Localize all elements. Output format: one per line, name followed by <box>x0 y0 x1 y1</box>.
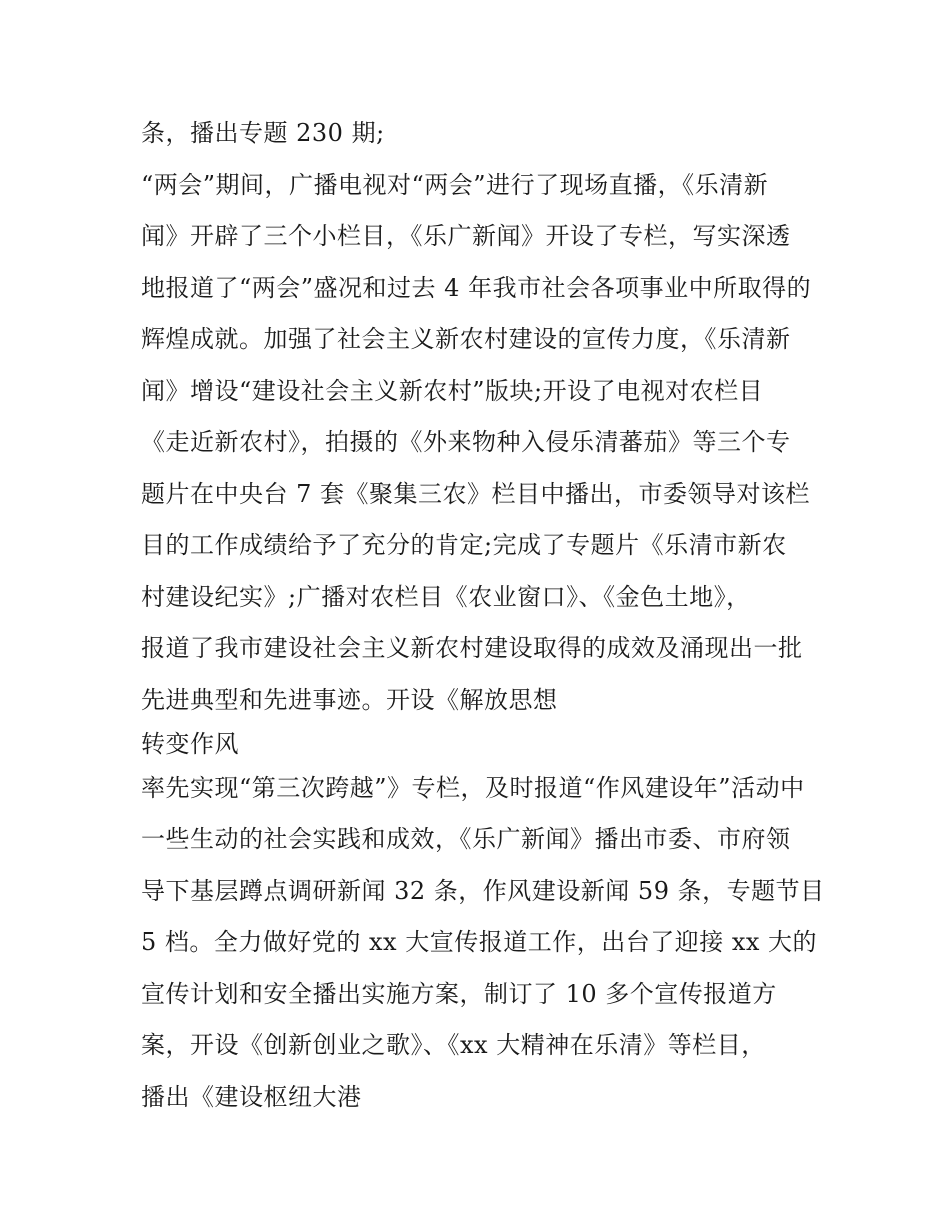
text-line: 先进典型和先进事迹。开设《解放思想 <box>141 685 558 714</box>
text-line: 《走近新农村》，拍摄的《外来物种入侵乐清蕃茄》等三个专 <box>141 428 791 456</box>
text-line: 5 档。全力做好党的 xx 大宣传报道工作，出台了迎接 xx 大的 <box>141 928 818 956</box>
text-line: 辉煌成就。加强了社会主义新农村建设的宣传力度，《乐清新 <box>141 325 791 353</box>
text-line: 条，播出专题 230 期; <box>141 119 385 147</box>
text-line: 目的工作成绩给予了充分的肯定;完成了专题片《乐清市新农 <box>141 531 787 559</box>
text-line: 题片在中央台 7 套《聚集三农》栏目中播出，市委领导对该栏 <box>141 479 811 508</box>
text-line: 转变作风 <box>141 729 239 758</box>
body-text <box>141 108 825 1123</box>
text-line: 村建设纪实》;广播对农栏目《农业窗口》、《金色土地》， <box>141 582 751 611</box>
text-line: 案，开设《创新创业之歌》、《xx 大精神在乐清》等栏目， <box>141 1031 766 1059</box>
text-line: 闻》开辟了三个小栏目，《乐广新闻》开设了专栏，写实深透 <box>141 222 791 250</box>
text-line: 率先实现“第三次跨越”》专栏，及时报道“作风建设年”活动中 <box>141 773 805 802</box>
text-line: 导下基层蹲点调研新闻 32 条，作风建设新闻 59 条，专题节目 <box>141 876 825 905</box>
text-line: 播出《建设枢纽大港 <box>141 1082 362 1111</box>
text-line: 一些生动的社会实践和成效，《乐广新闻》播出市委、市府领 <box>141 825 791 853</box>
text-line: “两会”期间，广播电视对“两会”进行了现场直播，《乐清新 <box>141 170 769 199</box>
text-line: 宣传计划和安全播出实施方案，制订了 10 多个宣传报道方 <box>141 979 777 1008</box>
text-line: 闻》增设“建设社会主义新农村”版块;开设了电视对农栏目 <box>141 376 764 405</box>
text-line: 报道了我市建设社会主义新农村建设取得的成效及涌现出一批 <box>141 634 803 662</box>
text-line: 地报道了“两会”盛况和过去 4 年我市社会各项事业中所取得的 <box>141 273 812 302</box>
